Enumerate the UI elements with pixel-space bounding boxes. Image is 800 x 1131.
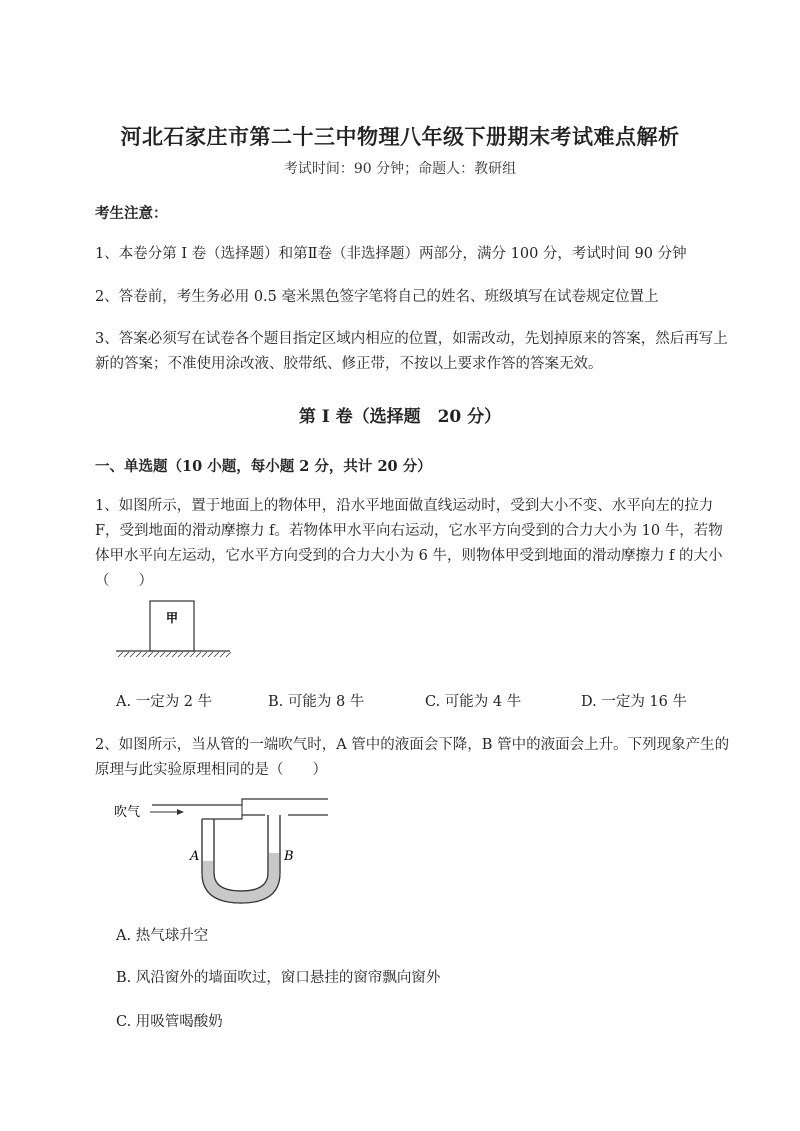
question-1-text: 1、如图所示，置于地面上的物体甲，沿水平地面做直线运动时，受到大小不变、水平向左的拉力 F，受到地面的滑动摩擦力 f。若物体甲水平向右运动，它水平方向受到的合力大小为 10 牛，若物体甲水平向左运动，它水平方向受到的合力大小为 6 牛，则物体甲受到地面的滑动摩擦力 f 的大小（ ） xyxy=(95,498,723,589)
exam-info: 考试时间：90 分钟；命题人：教研组 xyxy=(283,161,517,177)
notice-item-1: 1、本卷分第 I 卷（选择题）和第Ⅱ卷（非选择题）两部分，满分 100 分，考试时间 90 分钟 xyxy=(95,246,687,262)
q1-option-a[interactable]: A. 一定为 2 牛 xyxy=(116,694,213,710)
page-title: 河北石家庄市第二十三中物理八年级下册期末考试难点解析 xyxy=(120,124,680,149)
part-heading: 一、单选题（10 小题，每小题 2 分，共计 20 分） xyxy=(95,458,432,475)
q1-option-c[interactable]: C. 可能为 4 牛 xyxy=(425,694,522,710)
question-2-text: 2、如图所示，当从管的一端吹气时，A 管中的液面会下降，B 管中的液面会上升。下列现象产生的原理与此实验原理相同的是（ ） xyxy=(95,737,730,778)
notice-heading: 考生注意： xyxy=(95,205,168,222)
blow-label: 吹气 xyxy=(114,805,141,820)
block-label: 甲 xyxy=(165,611,179,625)
section-title: 第 I 卷（选择题 20 分） xyxy=(298,407,502,427)
q2-option-a[interactable]: A. 热气球升空 xyxy=(116,928,209,944)
q1-figure xyxy=(114,598,234,660)
notice-item-3: 3、答案必须写在试卷各个题目指定区域内相应的位置，如需改动，先划掉原来的答案，然后再写上新的答案；不准使用涂改液、胶带纸、修正带，不按以上要求作答的答案无效。 xyxy=(95,331,728,372)
q1-option-b[interactable]: B. 可能为 8 牛 xyxy=(268,694,365,710)
notice-item-2: 2、答卷前，考生务必用 0.5 毫米黑色签字笔将自己的姓名、班级填写在试卷规定位置上 xyxy=(95,289,659,305)
q2-option-b[interactable]: B. 风沿窗外的墙面吹过，窗口悬挂的窗帘飘向窗外 xyxy=(116,970,441,986)
label-b: B xyxy=(284,849,294,864)
label-a: A xyxy=(190,849,200,864)
q2-figure xyxy=(110,793,340,913)
q2-option-c[interactable]: C. 用吸管喝酸奶 xyxy=(116,1014,223,1030)
q1-option-d[interactable]: D. 一定为 16 牛 xyxy=(581,694,687,710)
